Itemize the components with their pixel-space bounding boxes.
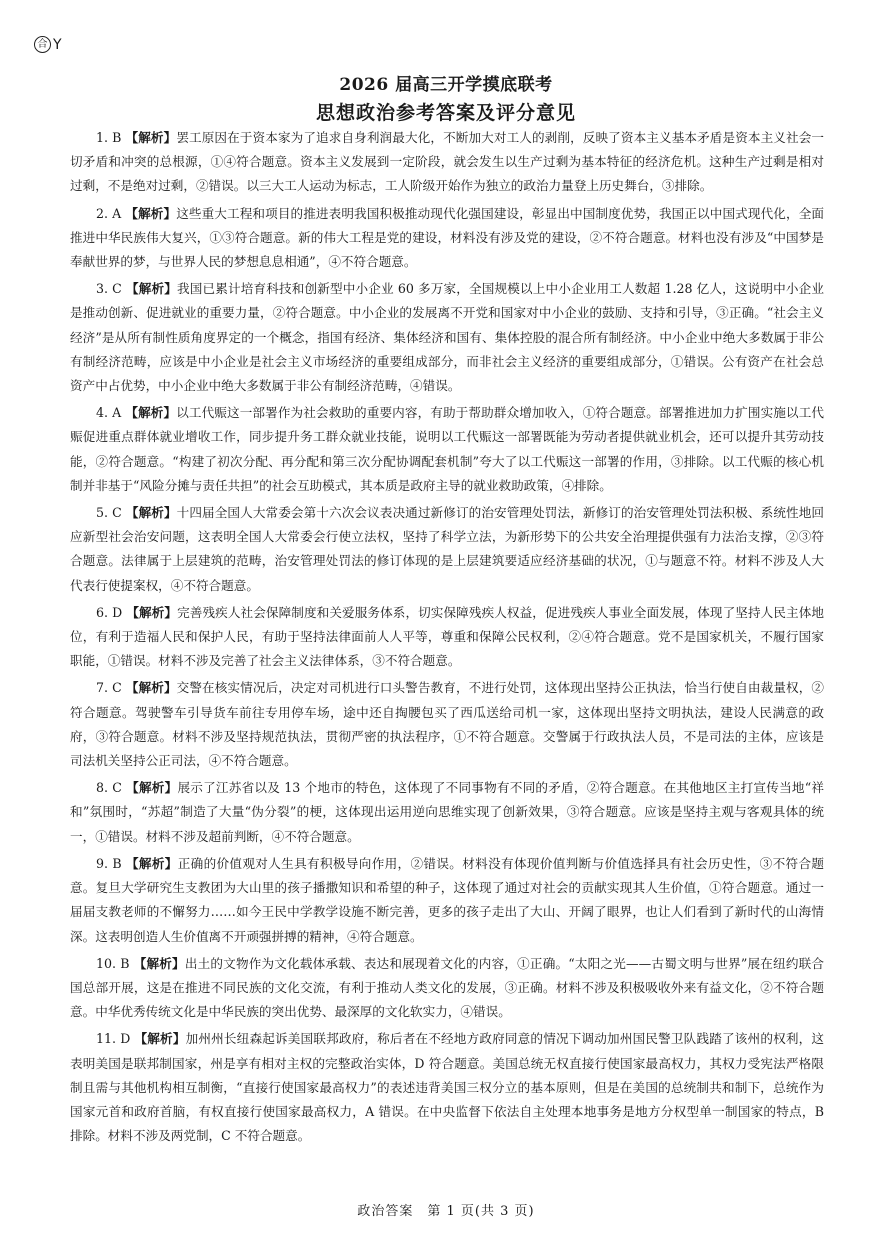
answer-number: 7. C [96,680,122,696]
analysis-tag: 【解析】 [125,405,177,421]
answer-item-9 [70,852,824,949]
answer-item-3 [70,277,824,398]
analysis-tag: 【解析】 [126,604,178,620]
answer-item-10 [70,952,824,1025]
answer-text: 这些重大工程和项目的推进表明我国积极推动现代化强国建设，彰显出中国制度优势，我国正以中国式现代化，全面推进中华民族伟大复兴，①③符合题意。新的伟大工程是党的建设，材料没有涉及党的建设，②不符合题意。材料也没有涉及“中国梦是奉献世界的梦，与世界人民的梦想息息相通”，④不符合题意。 [70,205,825,270]
answer-text: 我国已累计培育科技和创新型中小企业 60 多万家，全国规模以上中小企业用工人数超 1.28 亿人，这说明中小企业是推动创新、促进就业的重要力量，②符合题意。中小企业的发展离不开党和国家对中小企业的鼓励、支持和引导，③正确。“社会主义经济”是从所有制性质角度界定的一个概念，指国有经济、集体经济和国有、集体控股的混合所有制经济。中小企业中绝大多数属于非公有制经济范畴，应该是中小企业是社会主义市场经济的重要组成部分，而非社会主义经济的重要组成部分，①错误。公有资产在社会总资产中占优势，中小企业中绝大多数属于非公有制经济范畴，④错误。 [70,281,824,394]
answer-item-7 [70,676,824,773]
answer-list [70,126,824,1151]
answer-item-11 [70,1027,824,1148]
answer-number: 8. C [96,780,122,796]
answer-text: 正确的价值观对人生具有积极导向作用，②错误。材料没有体现价值判断与价值选择具有社会历史性，③不符合题意。复旦大学研究生支教团为大山里的孩子播撒知识和希望的种子，这体现了通过对社会的贡献实现其人生价值，①符合题意。通过一届届支教老师的不懈努力……如今王民中学教学设施不断完善，更多的孩子走出了大山、开阔了眼界，也让人们看到了新时代的山海情深。这表明创造人生价值离不开顽强拼搏的精神，④符合题意。 [70,855,824,944]
analysis-tag: 【解析】 [134,1031,186,1047]
analysis-tag: 【解析】 [133,955,185,971]
answer-item-6 [70,601,824,674]
answer-text: 以工代赈这一部署作为社会救助的重要内容，有助于帮助群众增加收入，①符合题意。部署推进加力扩围实施以工代赈促进重点群体就业增收工作，同步提升务工群众就业技能，说明以工代赈这一部署既能为劳动者提供就业机会，还可以提升其劳动技能，②符合题意。“构建了初次分配、再分配和第三次分配协调配套机制”夸大了以工代赈这一部署的作用，③排除。以工代赈的核心机制并非基于“风险分摊与责任共担”的社会互助模式，其本质是政府主导的就业救助政策，④排除。 [70,405,825,493]
answer-number: 1. B [96,130,122,145]
answer-number: 2. A [96,205,122,221]
answer-number: 10. B [96,955,130,971]
analysis-tag: 【解析】 [125,680,177,696]
answer-number: 9. B [96,855,122,871]
answer-item-2 [70,202,824,275]
answer-number: 11. D [96,1031,131,1047]
page-title: 2026 届高三开学摸底联考 [339,75,553,95]
analysis-tag: 【解析】 [125,205,177,221]
corner-letter: Y [53,36,62,53]
page-footer: 政治答案 第 1 页(共 3 页) [357,1204,535,1219]
header [0,74,892,126]
answer-number: 6. D [96,604,123,620]
answer-number: 5. C [96,505,122,521]
corner-mark [34,36,62,53]
analysis-tag: 【解析】 [126,780,178,796]
analysis-tag: 【解析】 [125,855,178,871]
answer-text: 十四届全国人大常委会第十六次会议表决通过新修订的治安管理处罚法，新修订的治安管理处罚法积极、系统性地回应新型社会治安问题，这表明全国人大常委会行使立法权，坚持了科学立法，为新形势下的公共安全治理提供强有力法治支撑，②③符合题意。法律属于上层建筑的范畴，治安管理处罚法的修订体现的是上层建筑要适应经济基础的状况，①与题意不符。材料不涉及人大代表行使提案权，④不符合题意。 [70,505,825,593]
analysis-tag: 【解析】 [125,130,177,145]
answer-text: 完善残疾人社会保障制度和关爱服务体系，切实保障残疾人权益，促进残疾人事业全面发展，体现了坚持人民主体地位，有利于造福人民和保护人民，有助于坚持法律面前人人平等，尊重和保障公民权利，②④符合题意。党不是国家机关，不履行国家职能，①错误。材料不涉及完善了社会主义法律体系，③不符合题意。 [70,604,825,669]
answer-text: 展示了江苏省以及 13 个地市的特色，这体现了不同事物有不同的矛盾，②符合题意。在其他地区主打宣传当地“祥和”氛围时，“苏超”制造了大量“伪分裂”的梗，这体现出运用逆向思维实现了创新效果，③符合题意。应该是坚持主观与客观具体的统一，①错误。材料不涉及超前判断，④不符合题意。 [70,780,825,844]
answer-number: 3. C [96,281,122,297]
answer-item-5 [70,501,824,598]
analysis-tag: 【解析】 [125,281,177,297]
analysis-tag: 【解析】 [125,505,177,521]
corner-circle-mark: 合 [34,36,51,53]
answer-item-1 [70,126,824,199]
answer-text: 加州州长纽森起诉美国联邦政府，称后者在不经地方政府同意的情况下调动加州国民警卫队践踏了该州的权利，这表明美国是联邦制国家，州是享有相对主权的完整政治实体，D 符合题意。美国总统无权直接行使国家最高权力，其权力受宪法严格限制且需与其他机构相互制衡，“直接行使国家最高权力”的表述违背美国三权分立的基本原则，但是在美国的总统制共和制下，总统作为国家元首和政府首脑，有权直接行使国家最高权力，A 错误。在中央监督下依法自主处理本地事务是地方分权型单一制国家的特点，B 排除。材料不涉及两党制，C 不符合题意。 [70,1031,824,1144]
answer-text: 交警在核实情况后，决定对司机进行口头警告教育，不进行处罚，这体现出坚持公正执法，恰当行使自由裁量权，②符合题意。驾驶警车引导货车前往专用停车场，途中还自掏腰包买了西瓜送给司机一家，这体现出坚持文明执法，建设人民满意的政府，③符合题意。材料不涉及坚持规范执法，贯彻严密的执法程序，①不符合题意。交警属于行政执法人员，不是司法的主体，应该是司法机关坚持公正司法，④不符合题意。 [70,680,825,769]
answer-number: 4. A [96,405,122,421]
answer-text: 出土的文物作为文化载体承载、表达和展现着文化的内容，①正确。“太阳之光——古蜀文明与世界”展在纽约联合国总部开展，这是在推进不同民族的文化交流，有利于推动人类文化的发展，③正确。材料不涉及积极吸收外来有益文化，②不符合题意。中华优秀传统文化是中华民族的突出优势、最深厚的文化软实力，④错误。 [70,955,824,1020]
answer-item-8 [70,776,824,849]
page-subtitle: 思想政治参考答案及评分意见 [315,102,576,124]
answer-text: 罢工原因在于资本家为了追求自身利润最大化，不断加大对工人的剥削，反映了资本主义基本矛盾是资本主义社会一切矛盾和冲突的总根源，①④符合题意。资本主义发展到一定阶段，就会发生以生产过剩为基本特征的经济危机。这种生产过剩是相对过剩，不是绝对过剩，②错误。以三大工人运动为标志，工人阶级开始作为独立的政治力量登上历史舞台，③排除。 [70,130,825,194]
answer-item-4 [70,401,824,498]
